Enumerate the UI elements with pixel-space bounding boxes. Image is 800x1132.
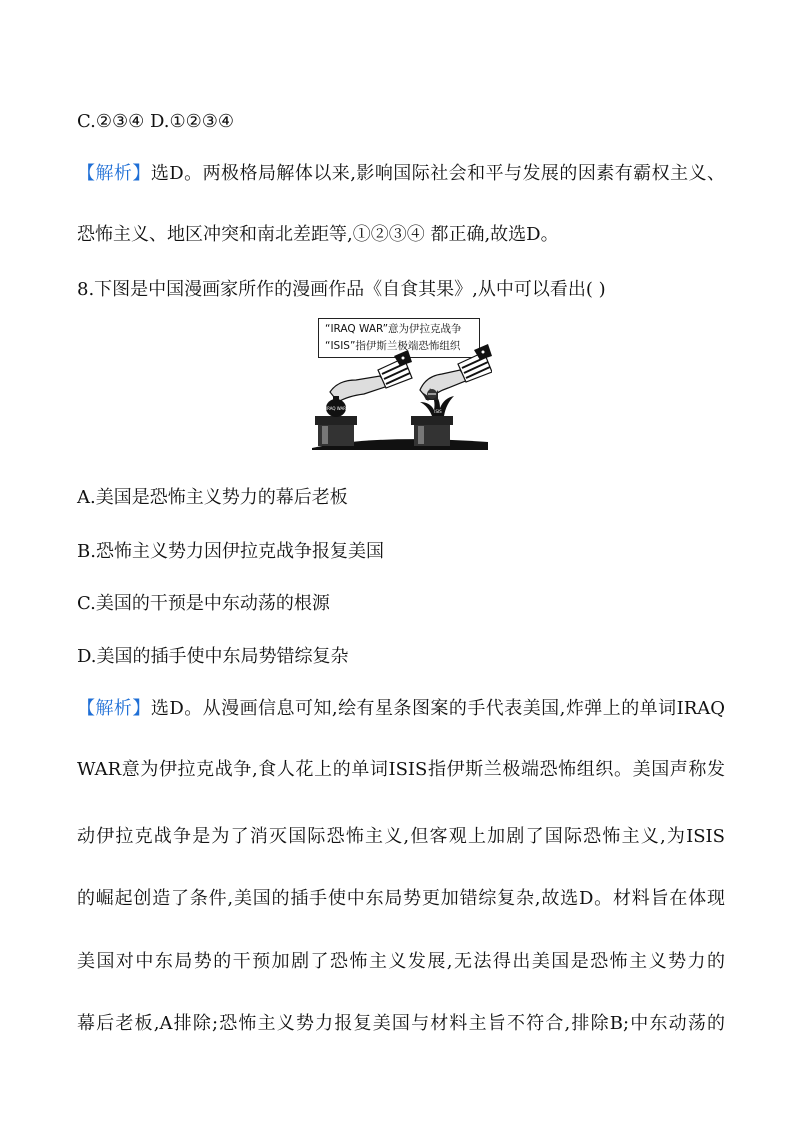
right-flower-pot [411, 416, 453, 446]
plant-label: ISIS [434, 409, 442, 414]
left-flower-pot [315, 416, 357, 446]
caption-line-1: “IRAQ WAR”意为伊拉克战争 [325, 323, 462, 335]
bomb-label: IRAQ WAR [325, 406, 347, 411]
q8-analysis-line-6: 幕后老板,A排除;恐怖主义势力报复美国与材料主旨不符合,排除B;中东动荡的 [77, 1013, 725, 1034]
analysis-text: 选D。两极格局解体以来,影响国际社会和平与发展的因素有霸权主义、 [150, 163, 725, 184]
q8-analysis-line-2: WAR意为伊拉克战争,食人花上的单词ISIS指伊斯兰极端恐怖组织。美国声称发 [77, 759, 725, 780]
analysis-text: 选D。从漫画信息可知,绘有星条图案的手代表美国,炸弹上的单词IRAQ [150, 698, 726, 719]
q8-analysis-line-5: 美国对中东局势的干预加剧了恐怖主义发展,无法得出美国是恐怖主义势力的 [77, 951, 725, 972]
q7-analysis-line-1 [77, 162, 725, 186]
q8-analysis-line-1 [77, 697, 725, 721]
q8-option-c: C.美国的干预是中东动荡的根源 [77, 593, 330, 614]
left-hand-planting-bomb [326, 350, 412, 417]
analysis-tag: 【解析】 [77, 698, 151, 719]
analysis-tag: 【解析】 [77, 163, 151, 184]
cartoon-illustration [308, 316, 492, 452]
caption-line-2: “ISIS”指伊斯兰极端恐怖组织 [325, 340, 461, 352]
q8-option-b: B.恐怖主义势力因伊拉克战争报复美国 [77, 541, 384, 562]
q8-option-a: A.美国是恐怖主义势力的幕后老板 [77, 487, 348, 508]
q7-options: C.②③④ D.①②③④ [77, 111, 235, 132]
q8-stem: 8.下图是中国漫画家所作的漫画作品《自食其果》,从中可以看出( ) [77, 279, 606, 300]
q8-analysis-line-3: 动伊拉克战争是为了消灭国际恐怖主义,但客观上加剧了国际恐怖主义,为ISIS [77, 826, 725, 847]
q8-analysis-line-4: 的崛起创造了条件,美国的插手使中东局势更加错综复杂,故选D。材料旨在体现 [77, 888, 725, 909]
q7-analysis-line-2: 恐怖主义、地区冲突和南北差距等,①②③④ 都正确,故选D。 [77, 224, 559, 245]
q8-option-d: D.美国的插手使中东局势错综复杂 [77, 646, 349, 667]
